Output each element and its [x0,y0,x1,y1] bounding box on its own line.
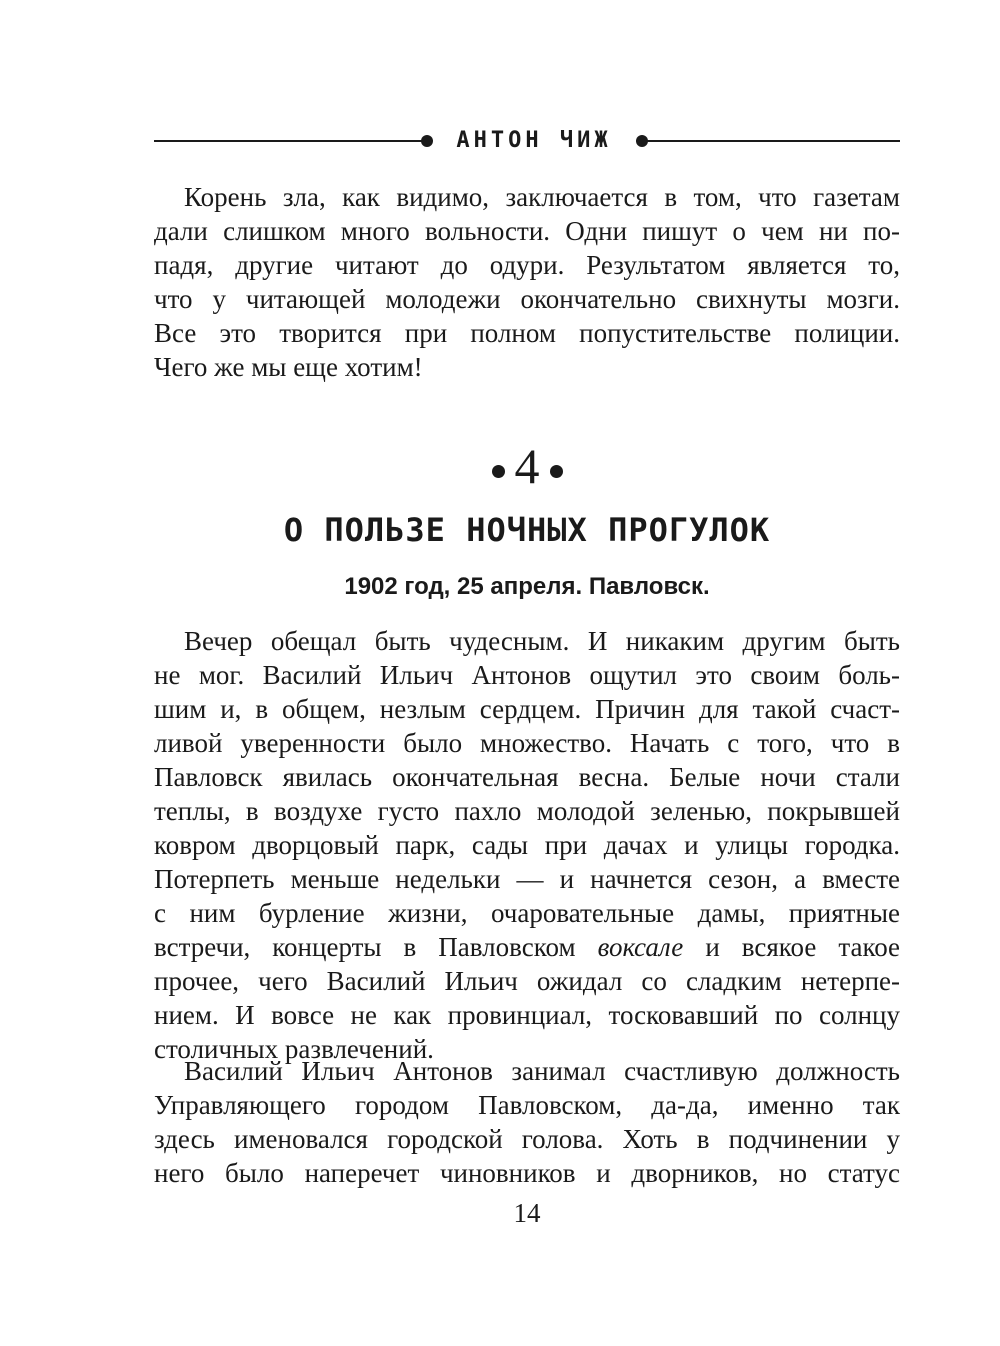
text-segment: встречи, концерты в Павловском [154,932,576,962]
text-line-with-italic [154,930,900,964]
text-line: прочее, чего Василий Ильич ожидал со сладким нетерпе- [154,966,900,996]
text-line: ковром дворцовый парк, сады при дачах и улицы городка. [154,830,900,860]
text-line: не мог. Василий Ильич Антонов ощутил это своим боль- [154,660,900,690]
text-line: Корень зла, как видимо, заключается в том, что газетам [184,182,900,212]
page-number: 14 [513,1198,541,1228]
text-line: с ним бурление жизни, очаровательные дамы, приятные [154,898,900,928]
text-segment: и всякое такое [705,932,901,962]
chapter-bullet-right [550,465,563,478]
text-line: Все это творится при полном попустительстве полиции. [154,318,900,348]
chapter-bullet-left [492,465,505,478]
text-line: нием. И вовсе не как провинциал, тосковавший по солнцу [154,1000,900,1030]
text-line: шим и, в общем, незлым сердцем. Причин для такой счаст- [154,694,900,724]
running-head-rule-right [642,140,900,142]
body-paragraph-1 [154,624,900,1066]
running-head [154,126,900,156]
text-line: Управляющего городом Павловском, да-да, именно так [154,1090,900,1120]
chapter-number-text: 4 [514,438,540,494]
chapter-date-place: 1902 год, 25 апреля. Павловск. [344,573,710,600]
body-paragraph-2 [154,1054,900,1190]
text-line: падя, другие читают до одури. Результатом является то, [154,250,900,280]
text-line: Павловск явилась окончательная весна. Белые ночи стали [154,762,900,792]
chapter-title: О ПОЛЬЗЕ НОЧНЫХ ПРОГУЛОК [283,511,771,549]
text-line: ливой уверенности было множество. Начать с того, что в [154,728,900,758]
text-line: Вечер обещал быть чудесным. И никаким другим быть [184,626,900,656]
running-head-author: АНТОН ЧИЖ [456,128,612,153]
chapter-number [0,436,1000,496]
text-line: теплы, в воздухе густо пахло молодой зеленью, покрывшей [154,796,900,826]
text-line: дали слишком много вольности. Одни пишут о чем ни по- [154,216,900,246]
text-line: Потерпеть меньше недельки — и начнется сезон, а вместе [154,864,900,894]
text-line: него было наперечет чиновников и дворников, но статус [154,1158,900,1188]
text-line: здесь именовался городской голова. Хоть в подчинении у [154,1124,900,1154]
running-head-rule-left [154,140,422,142]
text-line: что у читающей молодежи окончательно свихнуты мозги. [154,284,900,314]
italic-word: воксале [597,932,684,962]
text-line: столичных развлечений. [154,1034,434,1064]
running-head-bullet-left [421,135,433,147]
text-line: Василий Ильич Антонов занимал счастливую должность [184,1056,900,1086]
opening-paragraph [154,180,900,384]
text-line: Чего же мы еще хотим! [154,352,423,382]
